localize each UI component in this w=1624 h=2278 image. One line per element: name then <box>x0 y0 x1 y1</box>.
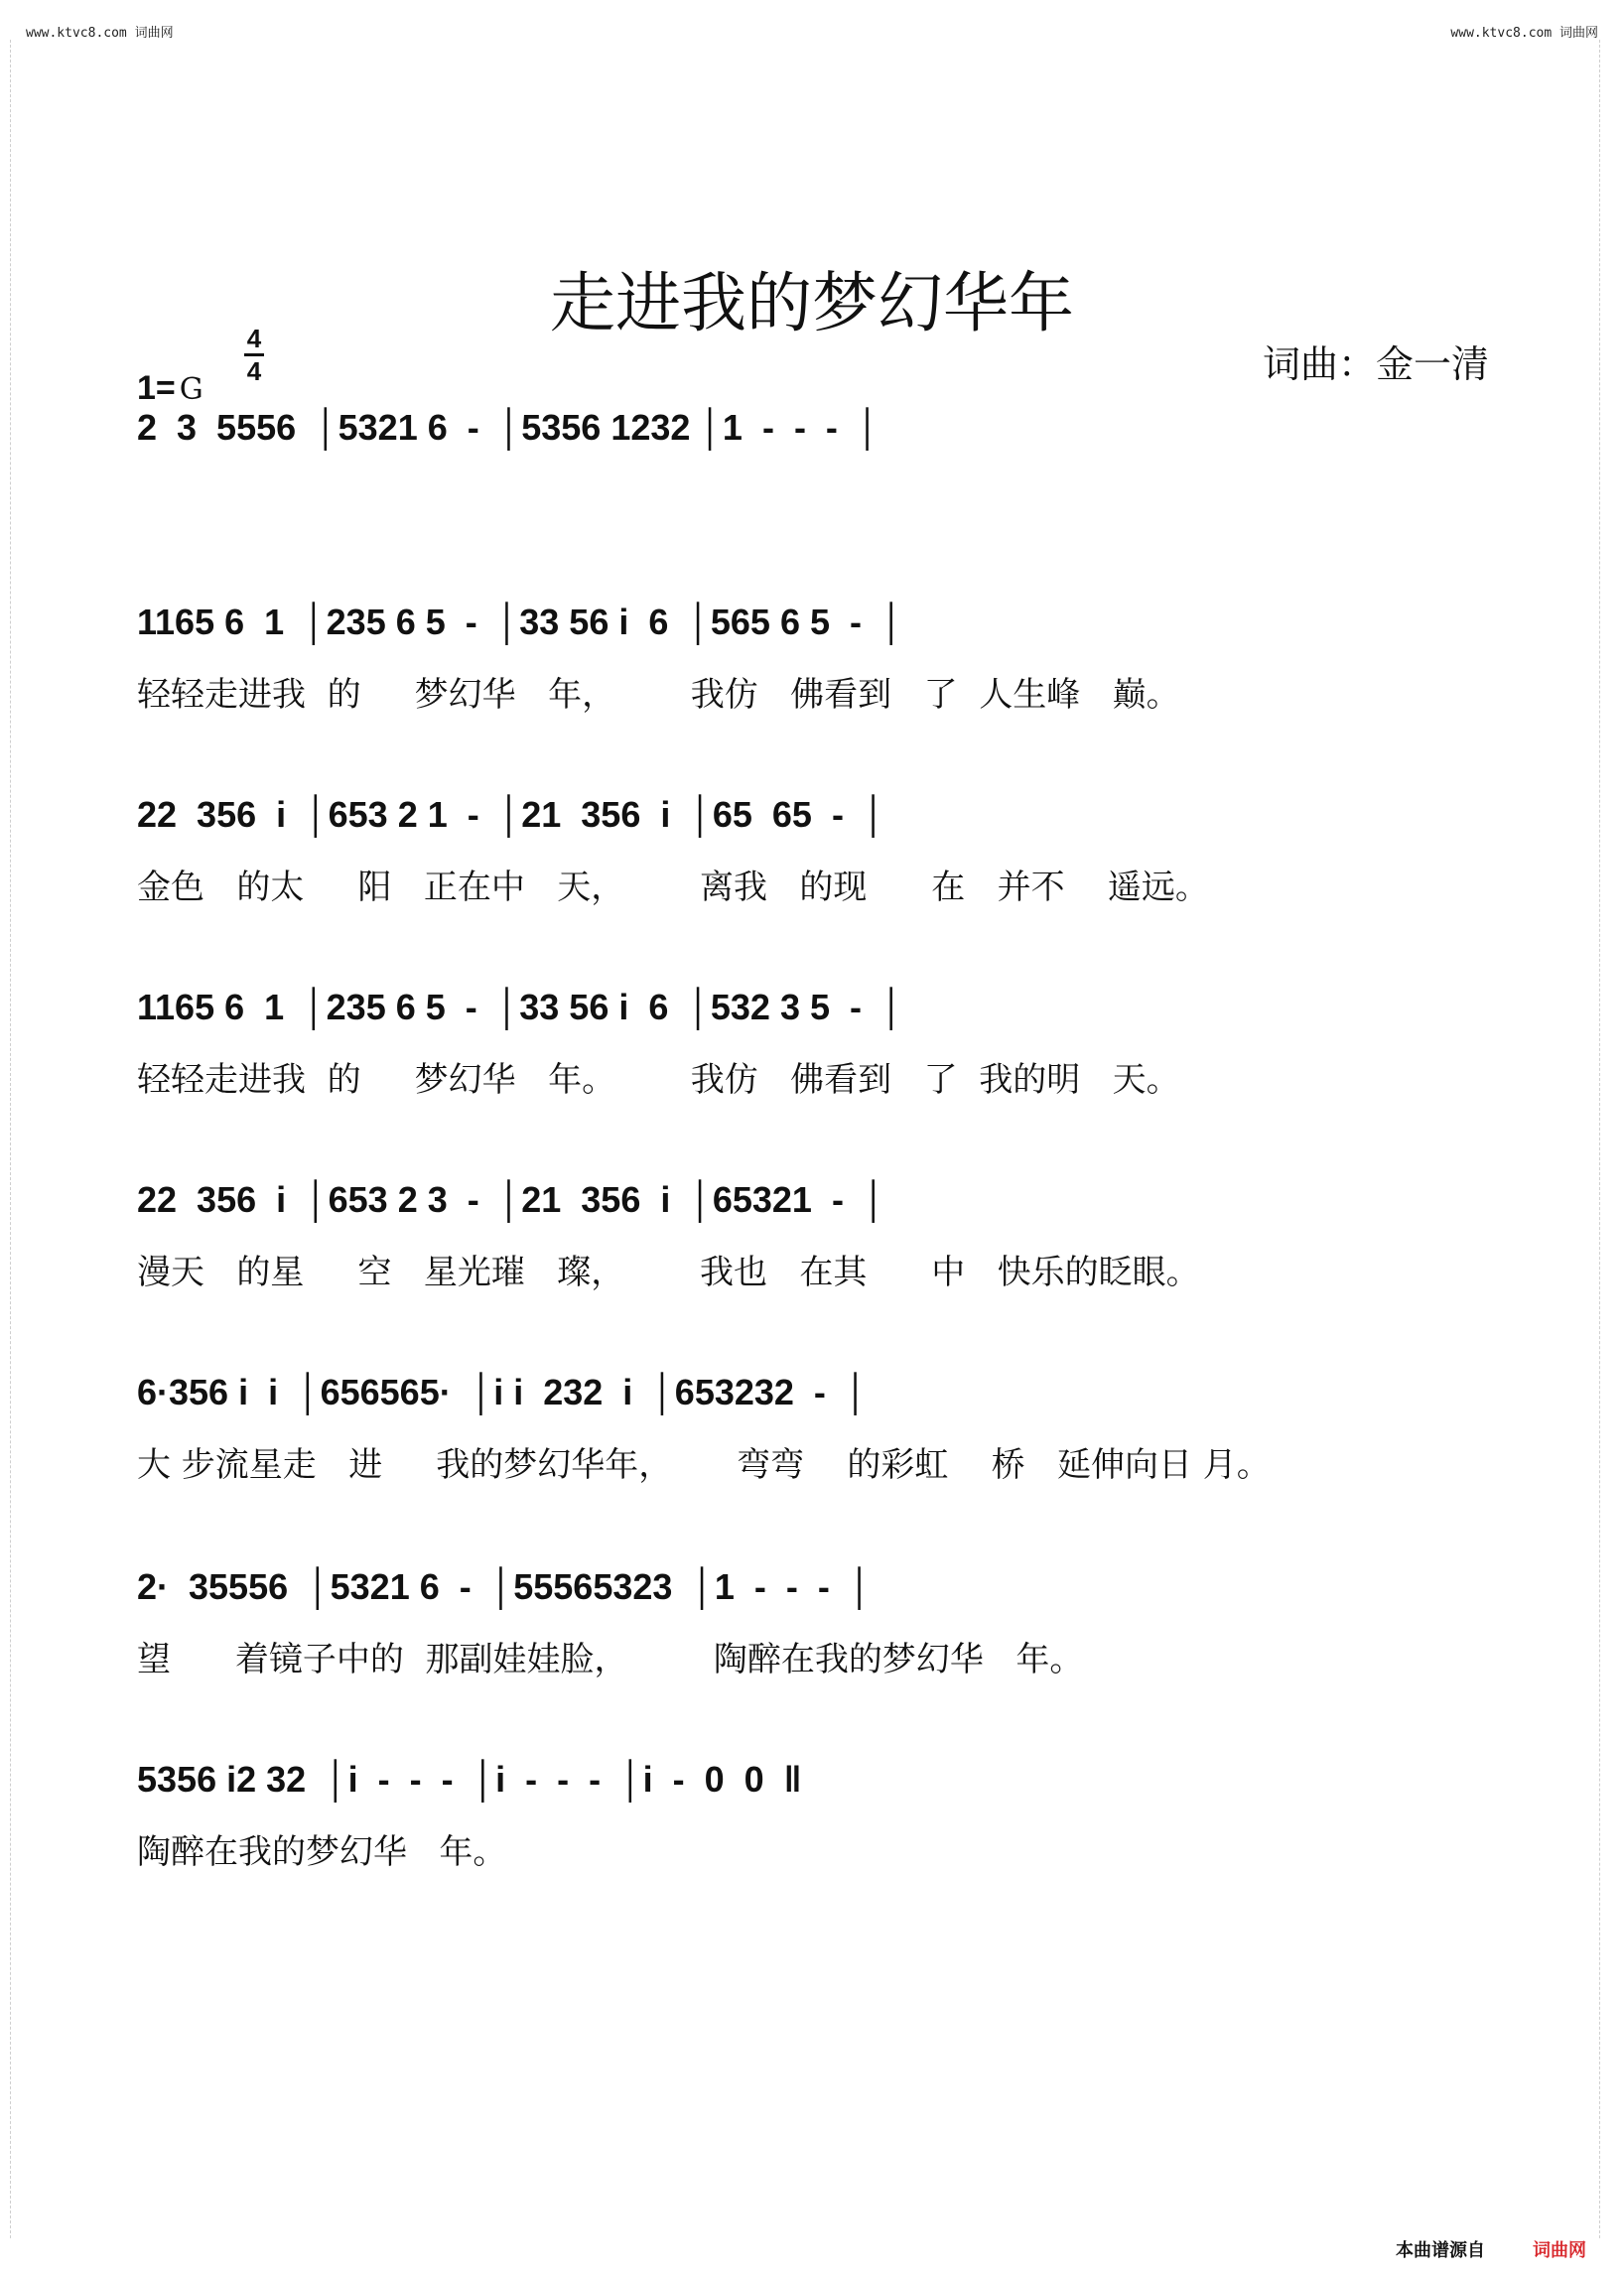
score-line-4 <box>137 977 1499 1038</box>
right-margin-watermark <box>1599 40 1614 2238</box>
site-header-left: www.ktvc8.com 词曲网 <box>26 26 174 41</box>
footer-site-link[interactable]: 词曲网 <box>1533 2240 1586 2261</box>
score-line-1 <box>137 397 1499 459</box>
lyrics-line-3: 金色 的太 阳 正在中 天， 离我 的现 在 并不 遥远。 <box>137 868 1209 907</box>
score-line-3 <box>137 784 1499 846</box>
notes-line-8: 5356 i2 32 │i - - - │i - - - │i - 0 0 ‖ <box>137 1759 802 1800</box>
key-label: 1= <box>137 369 176 407</box>
notes-line-5: 22 356 i │653 2 3 - │21 356 i │65321 - │ <box>137 1179 886 1220</box>
key-note: G <box>179 372 203 407</box>
lyrics-line-7: 望 着镜子中的 那副娃娃脸， 陶醉在我的梦幻华 年。 <box>137 1640 1084 1679</box>
score-line-8 <box>137 1749 1499 1810</box>
notes-line-6: 6·356 i i │656565· │i i 232 i │653232 - │ <box>137 1372 869 1412</box>
time-signature <box>244 324 264 386</box>
notes-line-1: 2 3 5556 │5321 6 - │5356 1232 │1 - - - │ <box>137 407 880 448</box>
score-line-2 <box>137 592 1499 653</box>
time-top: 4 <box>244 324 264 356</box>
song-title: 走进我的梦幻华年 <box>550 265 1074 342</box>
left-margin-watermark <box>10 40 25 2238</box>
lyrics-line-4: 轻轻走进我 的 梦幻华 年。 我仿 佛看到 了 我的明 天。 <box>137 1060 1180 1100</box>
credit-line: 词曲：金一清 <box>1262 342 1489 386</box>
score-line-6 <box>137 1362 1499 1423</box>
notes-line-3: 22 356 i │653 2 1 - │21 356 i │65 65 - │ <box>137 794 886 835</box>
notes-line-4: 1165 6 1 │235 6 5 - │33 56 i 6 │532 3 5 - │ <box>137 987 904 1027</box>
score-line-7 <box>137 1556 1499 1618</box>
lyrics-line-8: 陶醉在我的梦幻华 年。 <box>137 1832 507 1872</box>
score-line-5 <box>137 1169 1499 1231</box>
notes-line-2: 1165 6 1 │235 6 5 - │33 56 i 6 │565 6 5 - │ <box>137 602 904 642</box>
time-bottom: 4 <box>246 356 262 386</box>
notes-line-7: 2· 35556 │5321 6 - │55565323 │1 - - - │ <box>137 1566 873 1607</box>
site-header-right: www.ktvc8.com 词曲网 <box>1450 26 1598 41</box>
footer-source: 本曲谱源自 <box>1396 2240 1485 2261</box>
lyrics-line-5: 漫天 的星 空 星光璀 璨， 我也 在其 中 快乐的眨眼。 <box>137 1253 1200 1292</box>
lyrics-line-2: 轻轻走进我 的 梦幻华 年， 我仿 佛看到 了 人生峰 巅。 <box>137 675 1180 715</box>
lyrics-line-6: 大 步流星走 进 我的梦幻华年， 弯弯 的彩虹 桥 延伸向日 月。 <box>137 1445 1271 1485</box>
